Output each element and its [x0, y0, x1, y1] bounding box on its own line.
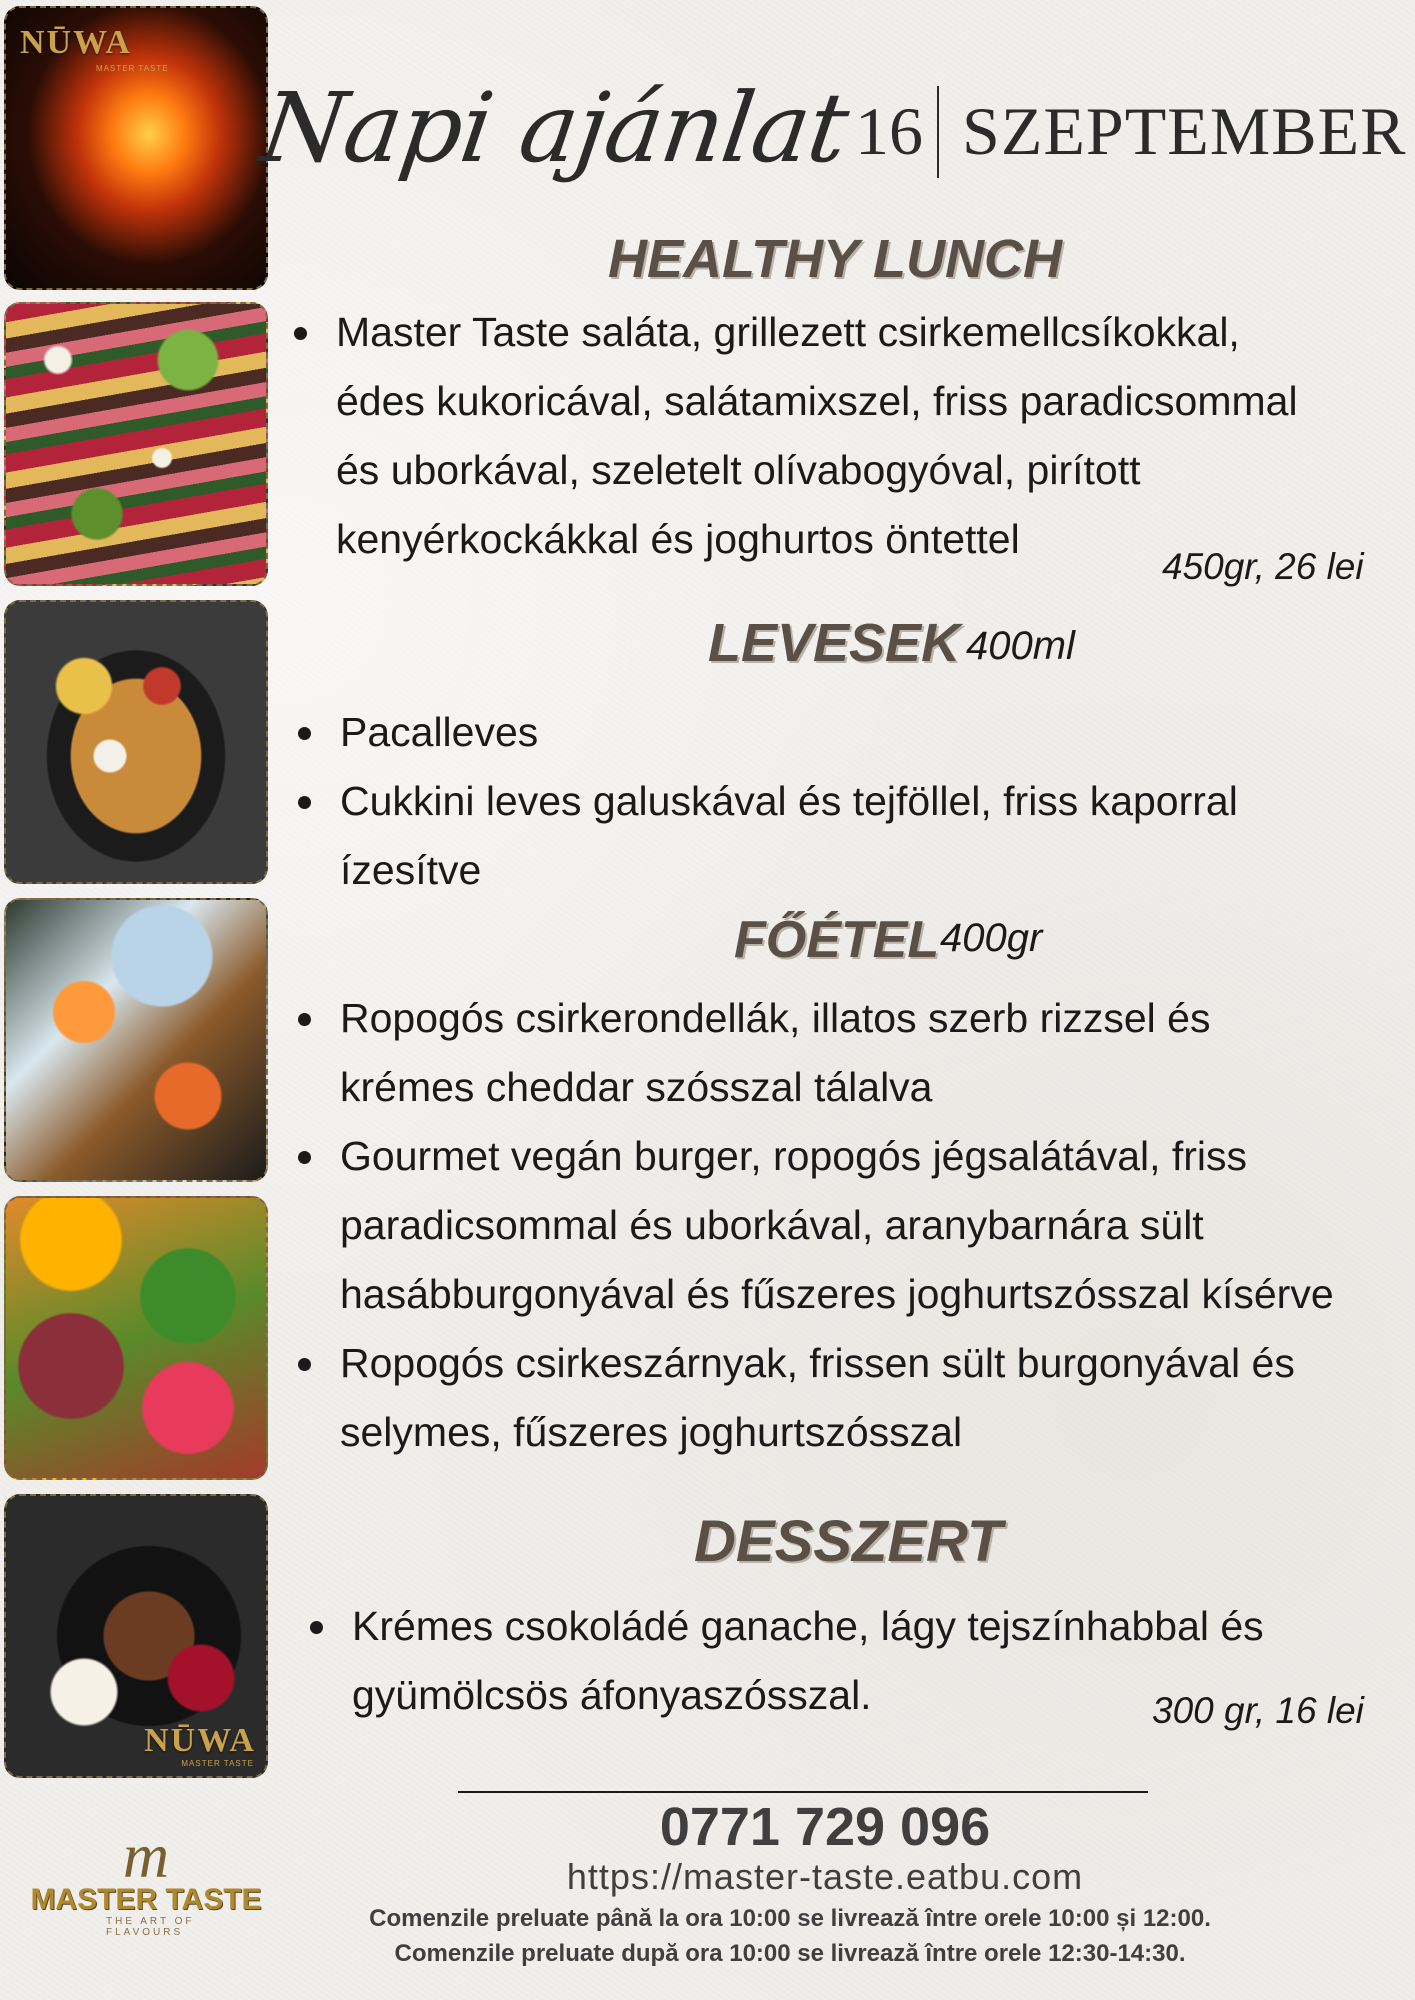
section-title-main-course: FŐÉTEL	[734, 911, 940, 969]
menu-item: Pacalleves	[296, 698, 1396, 767]
section-title-healthy-lunch: HEALTHY LUNCH	[608, 229, 1062, 289]
master-taste-monogram-icon: m	[122, 1820, 170, 1891]
menu-item: Ropogós csirkeszárnyak, frissen sült burgonyával és selymes, fűszeres joghurtszósszal	[296, 1329, 1406, 1467]
page-title: Napi ajánlat	[254, 72, 855, 184]
logo-name: MASTER TASTE	[30, 1883, 262, 1916]
main-course-list	[296, 984, 1406, 1467]
master-taste-logo	[26, 1820, 266, 1938]
menu-item: Gourmet vegán burger, ropogós jégsalátával, friss paradicsommal és uborkával, aranybarnára sült hasábburgonyával és fűszeres joghurtszósszal kísérve	[296, 1122, 1406, 1329]
nuwa-logo-bottom-sub: MASTER TASTE	[181, 1759, 254, 1768]
menu-item: Cukkini leves galuskával és tejföllel, friss kaporral ízesítve	[296, 767, 1396, 905]
soups-portion: 400ml	[966, 624, 1075, 668]
footer-divider	[458, 1791, 1148, 1793]
menu-item: Master Taste saláta, grillezett csirkemellcsíkokkal, édes kukoricával, salátamixszel, friss paradicsommal és uborkával, szeletelt olívabogyóval, pirított kenyérkockákkal és joghurtos öntettel	[292, 298, 1392, 574]
date-divider	[937, 86, 939, 178]
main-course-portion: 400gr	[940, 916, 1043, 960]
menu-item: Krémes csokoládé ganache, lágy tejszínhabbal és gyümölcsös áfonyaszósszal.	[308, 1592, 1408, 1730]
photo-appetizer-cups	[4, 898, 268, 1182]
photo-roast-vegetables	[4, 1196, 268, 1480]
phone-number[interactable]: 0771 729 096	[659, 1797, 991, 1857]
photo-dessert-box	[4, 1494, 268, 1778]
soups-list	[296, 698, 1396, 905]
photo-charcuterie-board	[4, 302, 268, 586]
healthy-lunch-list	[292, 298, 1392, 574]
nuwa-logo-top-sub: MASTER TASTE	[96, 64, 169, 73]
nuwa-logo-bottom: NŪWA	[144, 1722, 256, 1759]
date-month: SZEPTEMBER	[962, 93, 1407, 169]
website-link[interactable]: https://master-taste.eatbu.com	[566, 1856, 1084, 1897]
logo-tagline: THE ART OF FLAVOURS	[106, 1916, 195, 1938]
date-day: 16	[855, 93, 923, 169]
order-note-morning: Comenzile preluate până la ora 10:00 se livrează între orele 10:00 și 12:00.	[369, 1905, 1211, 1932]
photo-wok-flames	[4, 6, 268, 290]
section-title-soups: LEVESEK	[708, 613, 961, 673]
dessert-price: 300 gr, 16 lei	[1152, 1690, 1364, 1731]
section-title-dessert: DESSZERT	[694, 1509, 1003, 1574]
nuwa-logo-top: NŪWA	[20, 24, 132, 61]
menu-item: Ropogós csirkerondellák, illatos szerb rizzsel és krémes cheddar szósszal tálalva	[296, 984, 1406, 1122]
photo-salad-box	[4, 600, 268, 884]
order-note-afternoon: Comenzile preluate după ora 10:00 se livrează între orele 12:30-14:30.	[394, 1940, 1186, 1967]
healthy-lunch-price: 450gr, 26 lei	[1162, 546, 1364, 587]
